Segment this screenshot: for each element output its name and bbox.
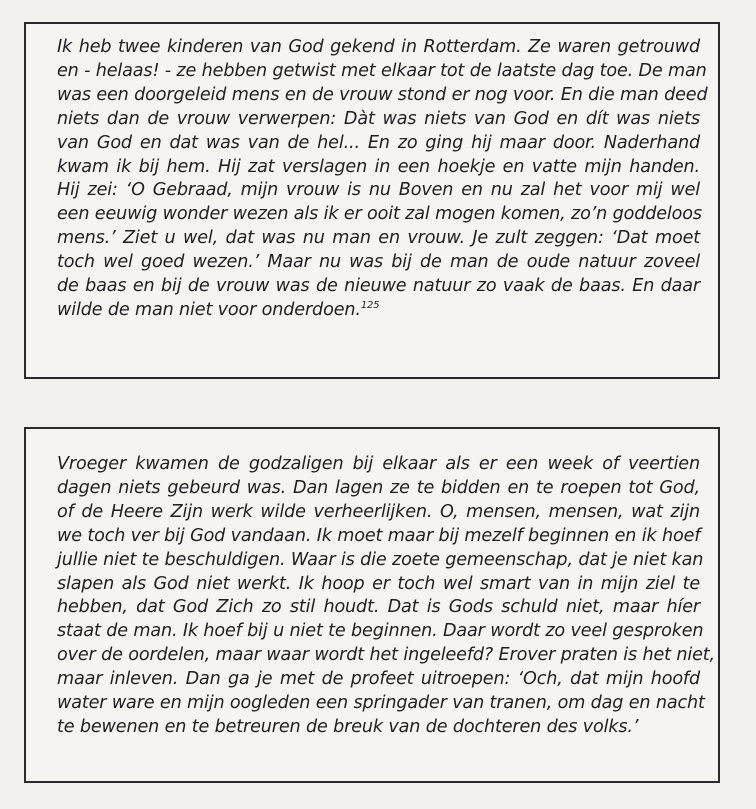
text-line: dagen niets gebeurd was. Dan lagen ze te bidden en te roepen tot God, <box>57 477 700 498</box>
text-line: toch wel goed wezen.’ Maar nu was bij de man de oude natuur zoveel <box>57 252 700 273</box>
quote-box-godzaligen <box>24 427 720 783</box>
text-line: slapen als God niet werkt. Ik hoop er toch wel smart van in mijn ziel te <box>57 573 700 594</box>
text-line-last: te bewenen en te betreuren de breuk van de dochteren des volks.’ <box>57 716 639 737</box>
text-line-content: wilde de man niet voor onderdoen. <box>57 299 361 320</box>
text-line: van God en dat was van de hel... En zo ging hij maar door. Naderhand <box>57 132 700 153</box>
footnote-marker: 125 <box>360 300 380 312</box>
text-line: staat de man. Ik hoef bij u niet te beginnen. Daar wordt zo veel gesproken <box>57 621 704 642</box>
text-line: niets dan de vrouw verwerpen: Dàt was niets van God en dít was niets <box>57 108 700 129</box>
text-line-last <box>57 299 700 323</box>
text-line: water ware en mijn oogleden een springader van tranen, om dag en nacht <box>57 693 705 714</box>
text-line: kwam ik bij hem. Hij zat verslagen in een hoekje en vatte mijn handen. <box>57 156 700 177</box>
text-line: Ik heb twee kinderen van God gekend in Rotterdam. Ze waren getrouwd <box>57 37 700 57</box>
text-line: de baas en bij de vrouw was de nieuwe natuur zo vaak de baas. En daar <box>57 276 700 297</box>
text-line: en - helaas! - ze hebben getwist met elkaar tot de laatste dag toe. De man <box>57 60 707 81</box>
text-line: Vroeger kwamen de godzaligen bij elkaar als er een week of veertien <box>57 454 700 474</box>
quote-box-rotterdam <box>24 22 720 379</box>
text-line: jullie niet te beschuldigen. Waar is die zoete gemeenschap, dat je niet kan <box>57 549 704 570</box>
text-line: over de oordelen, maar waar wordt het ingeleefd? Erover praten is het niet, <box>57 645 715 666</box>
text-line: Hij zei: ‘O Gebraad, mijn vrouw is nu Boven en nu zal het voor mij wel <box>57 180 700 201</box>
text-line: we toch ver bij God vandaan. Ik moet maar bij mezelf beginnen en ik hoef <box>57 525 701 546</box>
text-line: mens.’ Ziet u wel, dat was nu man en vrouw. Je zult zeggen: ‘Dat moet <box>57 228 700 249</box>
text-line: maar inleven. Dan ga je met de profeet uitroepen: ‘Och, dat mijn hoofd <box>57 669 700 690</box>
text-line: hebben, dat God Zich zo stil houdt. Dat is Gods schuld niet, maar híer <box>57 597 700 618</box>
text-line: een eeuwig wonder wezen als ik er ooit zal mogen komen, zo’n goddeloos <box>57 204 702 225</box>
text-line: was een doorgeleid mens en de vrouw stond er nog voor. En die man deed <box>57 84 708 105</box>
text-line: of de Heere Zijn werk wilde verheerlijken. O, mensen, mensen, wat zijn <box>57 501 700 522</box>
